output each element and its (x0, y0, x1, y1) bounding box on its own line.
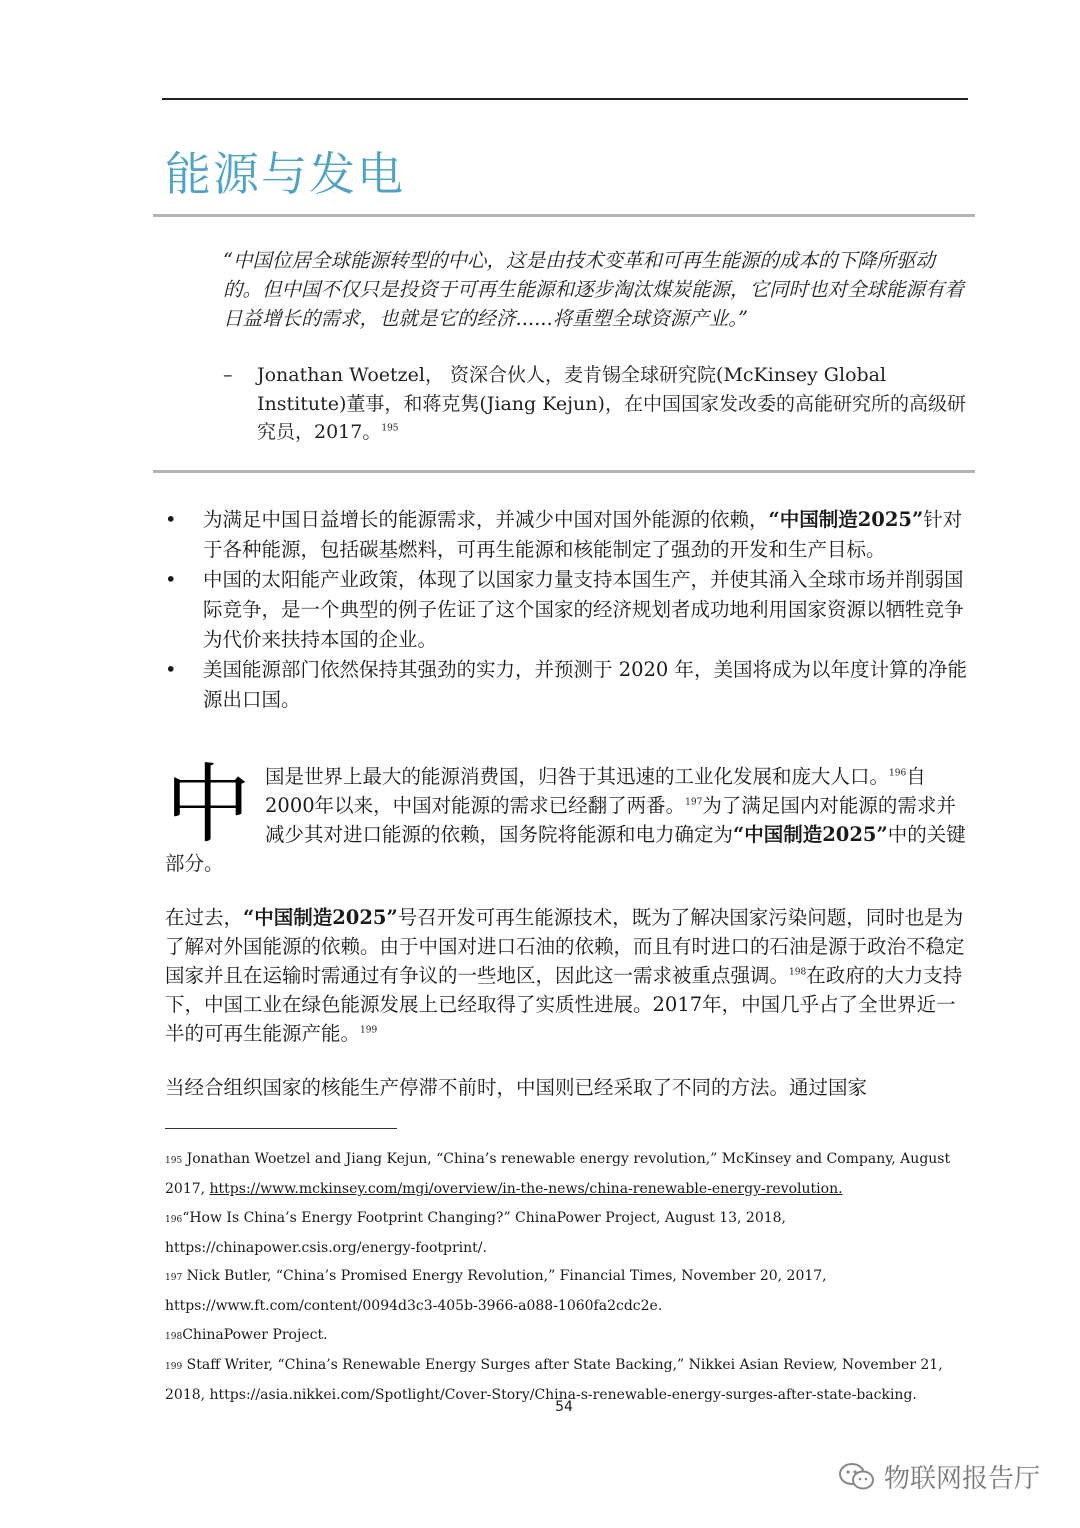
footnote-text: “How Is China’s Energy Footprint Changing?” ChinaPower Project, August 13, 2018, https://chinapower.csis.org/energy-footprint/. (165, 1209, 787, 1256)
footnote-ref[interactable]: 197 (685, 797, 703, 808)
footnote-separator (165, 1128, 397, 1129)
paragraph-text: 为了满足国内对能源的需求并减少其对进口能源的依赖，国务院将能源和电力确定为 (265, 794, 956, 846)
footnote-number: 197 (165, 1273, 183, 1284)
quote-bottom-rule (153, 470, 975, 473)
quote-top-rule (153, 214, 975, 217)
footnote-text: Staff Writer, “China’s Renewable Energy Surges after State Backing,” Nikkei Asian Review, November 21, 2018, https://asia.nikkei.com/Spotlight/Cover-Story/China-s-renewable-energy-surges-after-state-backing. (165, 1357, 943, 1404)
bullet-marker: • (165, 508, 177, 531)
bullet-item (165, 565, 968, 655)
paragraph-bold-text: “中国制造2025” (243, 906, 398, 929)
paragraph-text: 号召开发可再生能源技术，既为了解决国家污染问题，同时也是为了解对外国能源的依赖。由于中国对进口石油的依赖，而且有时进口的石油是源于政治不稳定国家并且在运输时需通过有争议的一些地区，因此这一需求被重点强调。 (165, 906, 965, 987)
bullet-item (165, 655, 968, 715)
footnotes (165, 1145, 965, 1410)
bullet-text: 美国能源部门依然保持其强劲的实力，并预测于 2020 年，美国将成为以年度计算的净能源出口国。 (203, 658, 968, 711)
footnote-text: Nick Butler, “China’s Promised Energy Revolution,” Financial Times, November 20, 2017, https://www.ft.com/content/0094d3c3-405b-3966-a088-1060fa2cdc2e. (165, 1268, 827, 1315)
body-paragraph-3: 当经合组织国家的核能生产停滞不前时，中国则已经采取了不同的方法。通过国家 (165, 1076, 868, 1099)
footnote-ref[interactable]: 199 (360, 1025, 378, 1036)
footnote (165, 1321, 965, 1351)
page-title: 能源与发电 (165, 147, 405, 201)
paragraph-text: 在政府的大力支持下，中国工业在绿色能源发展上已经取得了实质性进展。2017年，中国几乎占了全世界近一半的可再生能源产能。 (165, 964, 963, 1045)
body-paragraph-2 (165, 903, 968, 1048)
paragraph-text: 在过去， (165, 906, 244, 929)
bullet-text: 针对于各种能源，包括碳基燃料，可再生能源和核能制定了强劲的开发和生产目标。 (203, 508, 963, 561)
attribution-text: Jonathan Woetzel， 资深合伙人，麦肯锡全球研究院(McKinsey Global Institute)董事，和蒋克隽(Jiang Kejun)，在中国国家发改委的高能研究所的高级研究员，2017。 (257, 364, 966, 443)
footnote-number: 198 (165, 1331, 183, 1342)
footnote-ref[interactable]: 195 (381, 423, 399, 434)
bullet-marker: • (165, 658, 177, 681)
bullet-text: 中国的太阳能产业政策，体现了以国家力量支持本国生产，并使其涌入全球市场并削弱国际竞争，是一个典型的例子佐证了这个国家的经济规划者成功地利用国家资源以牺牲竞争为代价来扶持本国的企业。 (203, 568, 964, 651)
body-paragraph-1 (165, 755, 968, 878)
bullet-text: 为满足中国日益增长的能源需求，并减少中国对国外能源的依赖， (203, 508, 769, 531)
watermark (838, 1458, 1040, 1495)
quote-attribution (223, 361, 968, 447)
paragraph-text: 国是世界上最大的能源消费国，归咎于其迅速的工业化发展和庞大人口。 (265, 765, 890, 788)
watermark-text: 物联网报告厅 (884, 1464, 1041, 1494)
wechat-icon (838, 1461, 876, 1493)
attribution-dash: – (223, 364, 233, 386)
bullet-marker: • (165, 568, 177, 591)
footnote-number: 196 (165, 1214, 183, 1225)
page-number: 54 (555, 1399, 573, 1415)
footnote (165, 1145, 965, 1204)
bullet-bold-text: “中国制造2025” (768, 508, 924, 531)
footnote (165, 1262, 965, 1321)
footnote (165, 1204, 965, 1263)
bullet-item (165, 505, 968, 565)
summary-bullet-list (165, 505, 968, 715)
paragraph-text: 自2000年以来，中国对能源的需求已经翻了两番。 (265, 765, 926, 817)
footnote-text: Jonathan Woetzel and Jiang Kejun, “China’s renewable energy revolution,” McKinsey and Company, August 2017, (165, 1151, 951, 1198)
footnote-link[interactable]: https://www.mckinsey.com/mgi/overview/in-the-news/china-renewable-energy-revolution. (209, 1181, 843, 1198)
footnote-number: 199 (165, 1362, 183, 1373)
drop-cap: 中 (165, 755, 251, 855)
footnote-text: ChinaPower Project. (182, 1326, 328, 1343)
footnote-number: 195 (165, 1156, 183, 1166)
pull-quote: “中国位居全球能源转型的中心，这是由技术变革和可再生能源的成本的下降所驱动的。但中国不仅只是投资于可再生能源和逐步淘汰煤炭能源，它同时也对全球能源有着日益增长的需求，也就是它的经济......将重塑全球资源产业。” (223, 249, 965, 330)
top-rule (162, 98, 968, 100)
paragraph-bold-text: “中国制造2025” (733, 823, 888, 846)
paragraph-text: 中的关键部分。 (165, 823, 966, 875)
footnote-ref[interactable]: 198 (789, 967, 807, 978)
footnote-ref[interactable]: 196 (889, 768, 907, 779)
